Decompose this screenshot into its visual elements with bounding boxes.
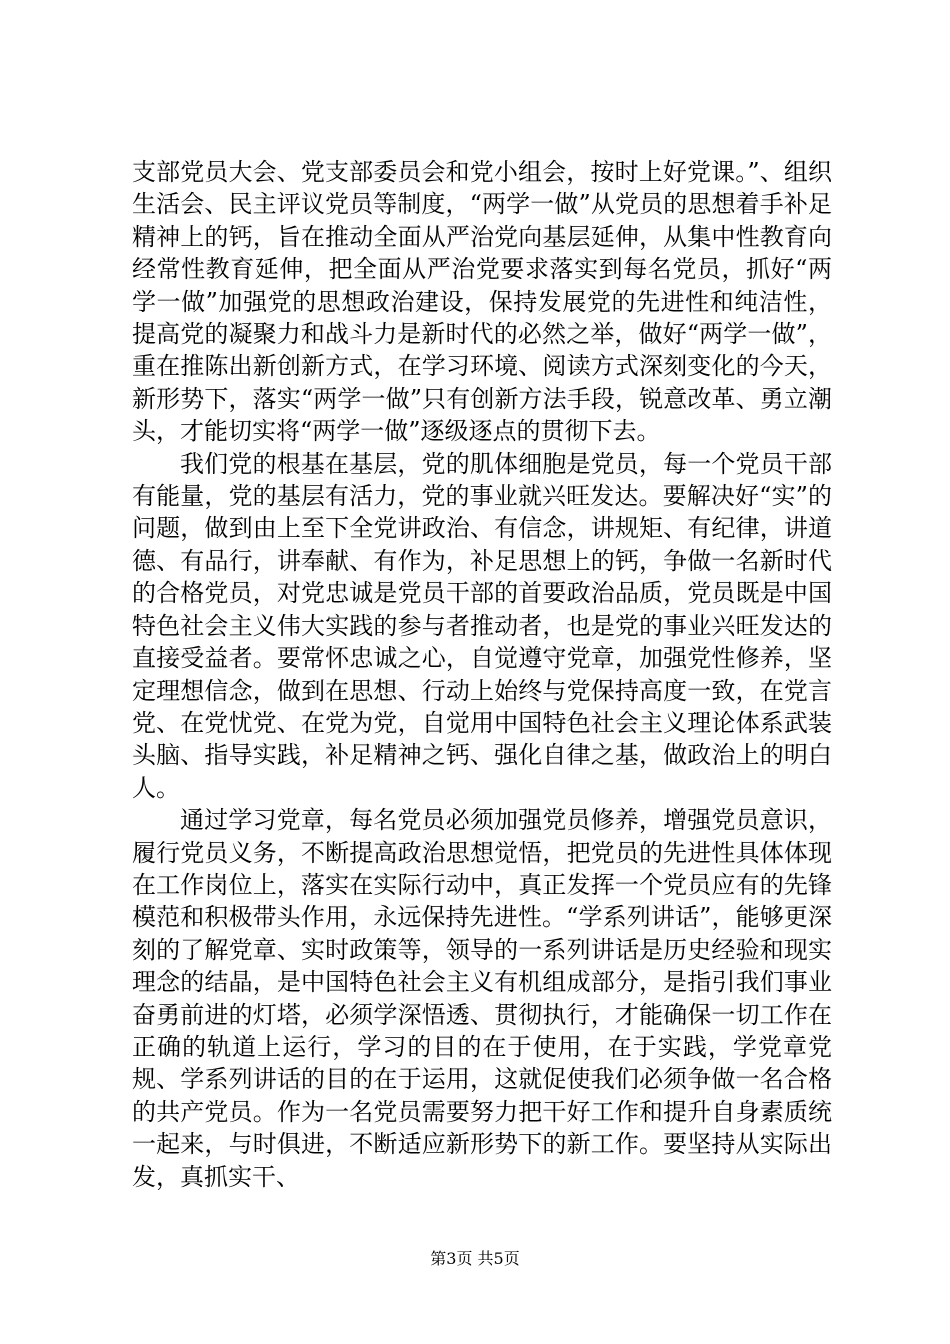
paragraph-party-foundation: 我们党的根基在基层，党的肌体细胞是党员，每一个党员干部有能量，党的基层有活力，党的事业就兴旺发达。要解决好“实”的问题，做到由上至下全党讲政治、有信念，讲规矩、有纪律，讲道德、有品行，讲奉献、有作为，补足思想上的钙，争做一名新时代的合格党员，对党忠诚是党员干部的首要政治品质，党员既是中国特色社会主义伟大实践的参与者推动者，也是党的事业兴旺发达的直接受益者。要常怀忠诚之心，自觉遵守党章，加强党性修养，坚定理想信念，做到在思想、行动上始终与党保持高度一致，在党言党、在党忧党、在党为党，自觉用中国特色社会主义理论体系武装头脑、指导实践，补足精神之钙、强化自律之基，做政治上的明白人。 xyxy=(132,449,832,802)
paragraph-continued: 支部党员大会、党支部委员会和党小组会，按时上好党课。”、组织生活会、民主评议党员等制度，“两学一做”从党员的思想着手补足精神上的钙，旨在推动全面从严治党向基层延伸，从集中性教育向经常性教育延伸，把全面从严治党要求落实到每名党员，抓好“两学一做”加强党的思想政治建设，保持发展党的先进性和纯洁性，提高党的凝聚力和战斗力是新时代的必然之举，做好“两学一做”，重在推陈出新创新方式，在学习环境、阅读方式深刻变化的今天，新形势下，落实“两学一做”只有创新方法手段，锐意改革、勇立潮头，才能切实将“两学一做”逐级逐点的贯彻下去。 xyxy=(132,158,832,446)
paragraph-party-constitution-study: 通过学习党章，每名党员必须加强党员修养，增强党员意识，履行党员义务，不断提高政治思想觉悟，把党员的先进性具体体现在工作岗位上，落实在实际行动中，真正发挥一个党员应有的先锋模范和积极带头作用，永远保持先进性。“学系列讲话”，能够更深刻的了解党章、实时政策等，领导的一系列讲话是历史经验和现实理念的结晶，是中国特色社会主义有机组成部分，是指引我们事业奋勇前进的灯塔，必须学深悟透、贯彻执行，才能确保一切工作在正确的轨道上运行，学习的目的在于使用，在于实践，学党章党规、学系列讲话的目的在于运用，这就促使我们必须争做一名合格的共产党员。作为一名党员需要努力把干好工作和提升自身素质统一起来，与时俱进，不断适应新形势下的新工作。要坚持从实际出发，真抓实干、 xyxy=(132,806,832,1191)
page-number-footer: 第3页 共5页 xyxy=(430,1249,520,1268)
document-body xyxy=(132,156,832,1193)
